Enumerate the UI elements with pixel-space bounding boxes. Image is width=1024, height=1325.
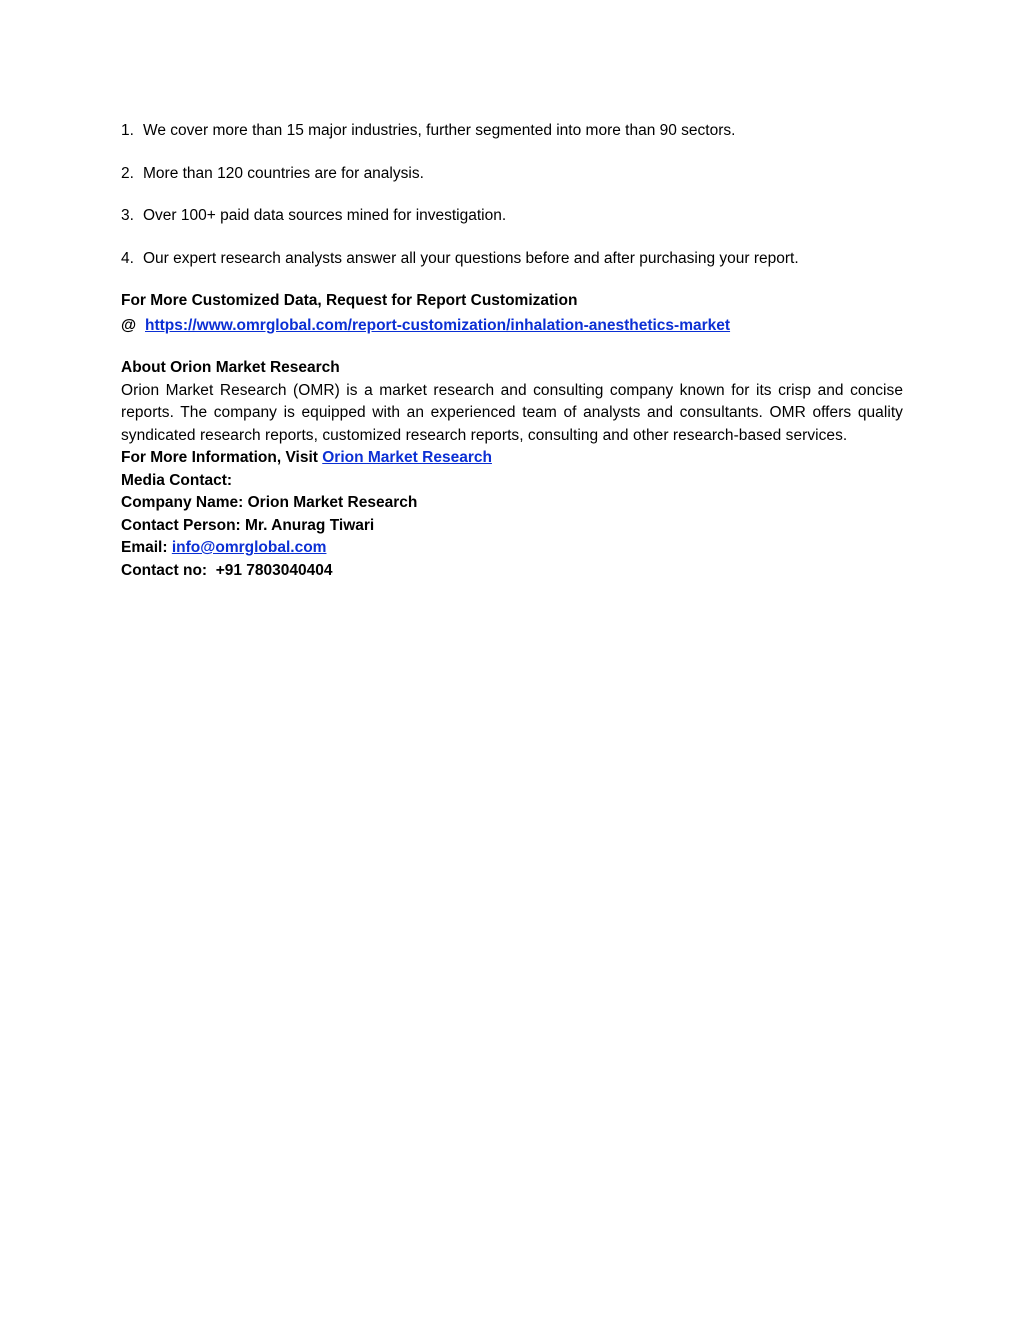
orion-market-research-link[interactable]: Orion Market Research bbox=[322, 449, 492, 466]
about-heading: About Orion Market Research bbox=[121, 359, 340, 376]
email-label: Email: bbox=[121, 539, 168, 556]
customization-url-line bbox=[121, 315, 903, 338]
media-contact-heading: Media Contact: bbox=[121, 471, 233, 489]
phone-line: Contact no: +91 7803040404 bbox=[121, 561, 333, 579]
company-name-line: Company Name: Orion Market Research bbox=[121, 494, 418, 511]
customization-link[interactable]: https://www.omrglobal.com/report-customization/inhalation-anesthetics-market bbox=[145, 316, 731, 334]
at-symbol: @ bbox=[121, 316, 137, 334]
list-item-text: We cover more than 15 major industries, further segmented into more than 90 sectors. bbox=[143, 122, 736, 139]
list-item-number: 1. bbox=[121, 122, 134, 139]
contact-person-line: Contact Person: Mr. Anurag Tiwari bbox=[121, 516, 375, 534]
list-item bbox=[121, 248, 903, 271]
document-page bbox=[121, 120, 903, 582]
email-line bbox=[121, 537, 903, 560]
list-item-number: 4. bbox=[121, 249, 134, 267]
list-item-text: More than 120 countries are for analysis. bbox=[143, 164, 424, 182]
email-link[interactable]: info@omrglobal.com bbox=[171, 539, 327, 556]
visit-line bbox=[121, 447, 903, 470]
list-item-number: 2. bbox=[121, 164, 134, 182]
customization-section bbox=[121, 290, 903, 337]
customization-heading: For More Customized Data, Request for Report Customization bbox=[121, 292, 578, 309]
list-item-number: 3. bbox=[121, 207, 134, 224]
feature-list bbox=[121, 120, 903, 270]
visit-label: For More Information, Visit bbox=[121, 449, 318, 466]
list-item-text: Our expert research analysts answer all your questions before and after purchasing your report. bbox=[143, 249, 799, 267]
about-section bbox=[121, 357, 903, 582]
list-item bbox=[121, 120, 903, 143]
list-item bbox=[121, 205, 903, 228]
about-paragraph: Orion Market Research (OMR) is a market research and consulting company known for its crisp and concise reports. The company is equipped with an experienced team of analysts and consultants. OMR offers quality syndicated research reports, customized research reports, consulting and other research-based services. bbox=[121, 381, 903, 444]
list-item-text: Over 100+ paid data sources mined for investigation. bbox=[143, 207, 507, 224]
list-item bbox=[121, 163, 903, 186]
